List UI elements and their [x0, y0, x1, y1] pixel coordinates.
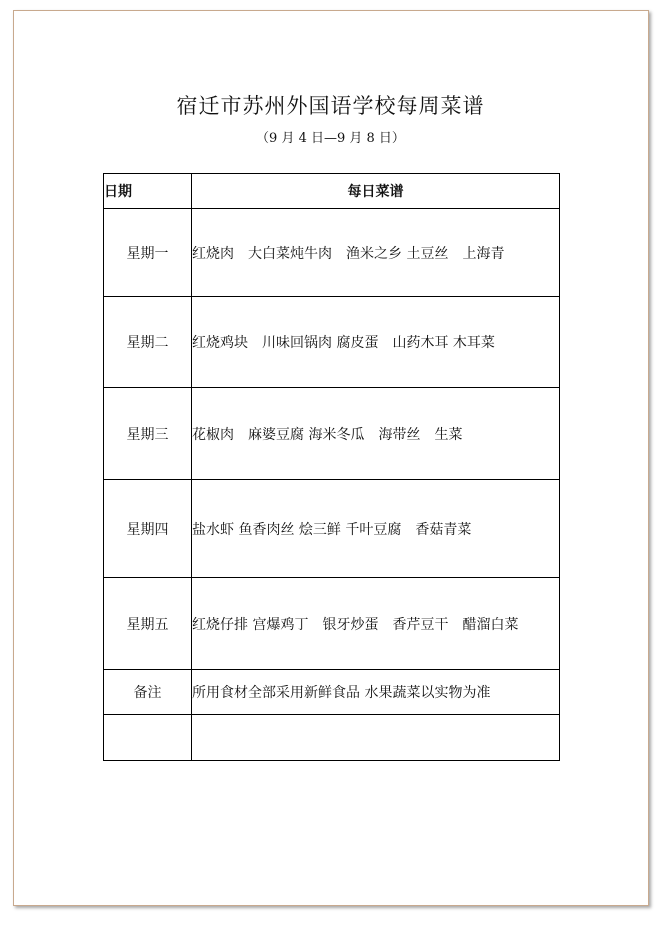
- dishes-cell: 花椒肉 麻婆豆腐 海米冬瓜 海带丝 生菜: [192, 388, 560, 480]
- empty-cell: [192, 715, 560, 761]
- header-date: 日期: [104, 174, 192, 209]
- notes-label-cell: 备注: [104, 670, 192, 715]
- empty-cell: [104, 715, 192, 761]
- table-header-row: [104, 174, 560, 209]
- table-row: [104, 297, 560, 388]
- table-row-empty: [104, 715, 560, 761]
- notes-cell: 所用食材全部采用新鲜食品 水果蔬菜以实物为准: [192, 670, 560, 715]
- day-cell: 星期五: [104, 578, 192, 670]
- day-cell: 星期四: [104, 480, 192, 578]
- weekly-menu-table: [103, 173, 560, 761]
- day-cell: 星期三: [104, 388, 192, 480]
- dishes-cell: 红烧仔排 宫爆鸡丁 银牙炒蛋 香芹豆干 醋溜白菜: [192, 578, 560, 670]
- document-subtitle: （9 月 4 日—9 月 8 日）: [256, 131, 405, 146]
- dishes-cell: 红烧鸡块 川味回锅肉 腐皮蛋 山药木耳 木耳菜: [192, 297, 560, 388]
- dishes-cell: 盐水虾 鱼香肉丝 烩三鲜 千叶豆腐 香菇青菜: [192, 480, 560, 578]
- table-row: [104, 480, 560, 578]
- day-cell: 星期二: [104, 297, 192, 388]
- day-cell: 星期一: [104, 209, 192, 297]
- header-daily-menu: 每日菜谱: [192, 174, 560, 209]
- dishes-cell: 红烧肉 大白菜炖牛肉 渔米之乡 土豆丝 上海青: [192, 209, 560, 297]
- table-row: [104, 209, 560, 297]
- table-row-notes: [104, 670, 560, 715]
- table-row: [104, 578, 560, 670]
- table-row: [104, 388, 560, 480]
- document-title: 宿迁市苏州外国语学校每周菜谱: [176, 94, 485, 118]
